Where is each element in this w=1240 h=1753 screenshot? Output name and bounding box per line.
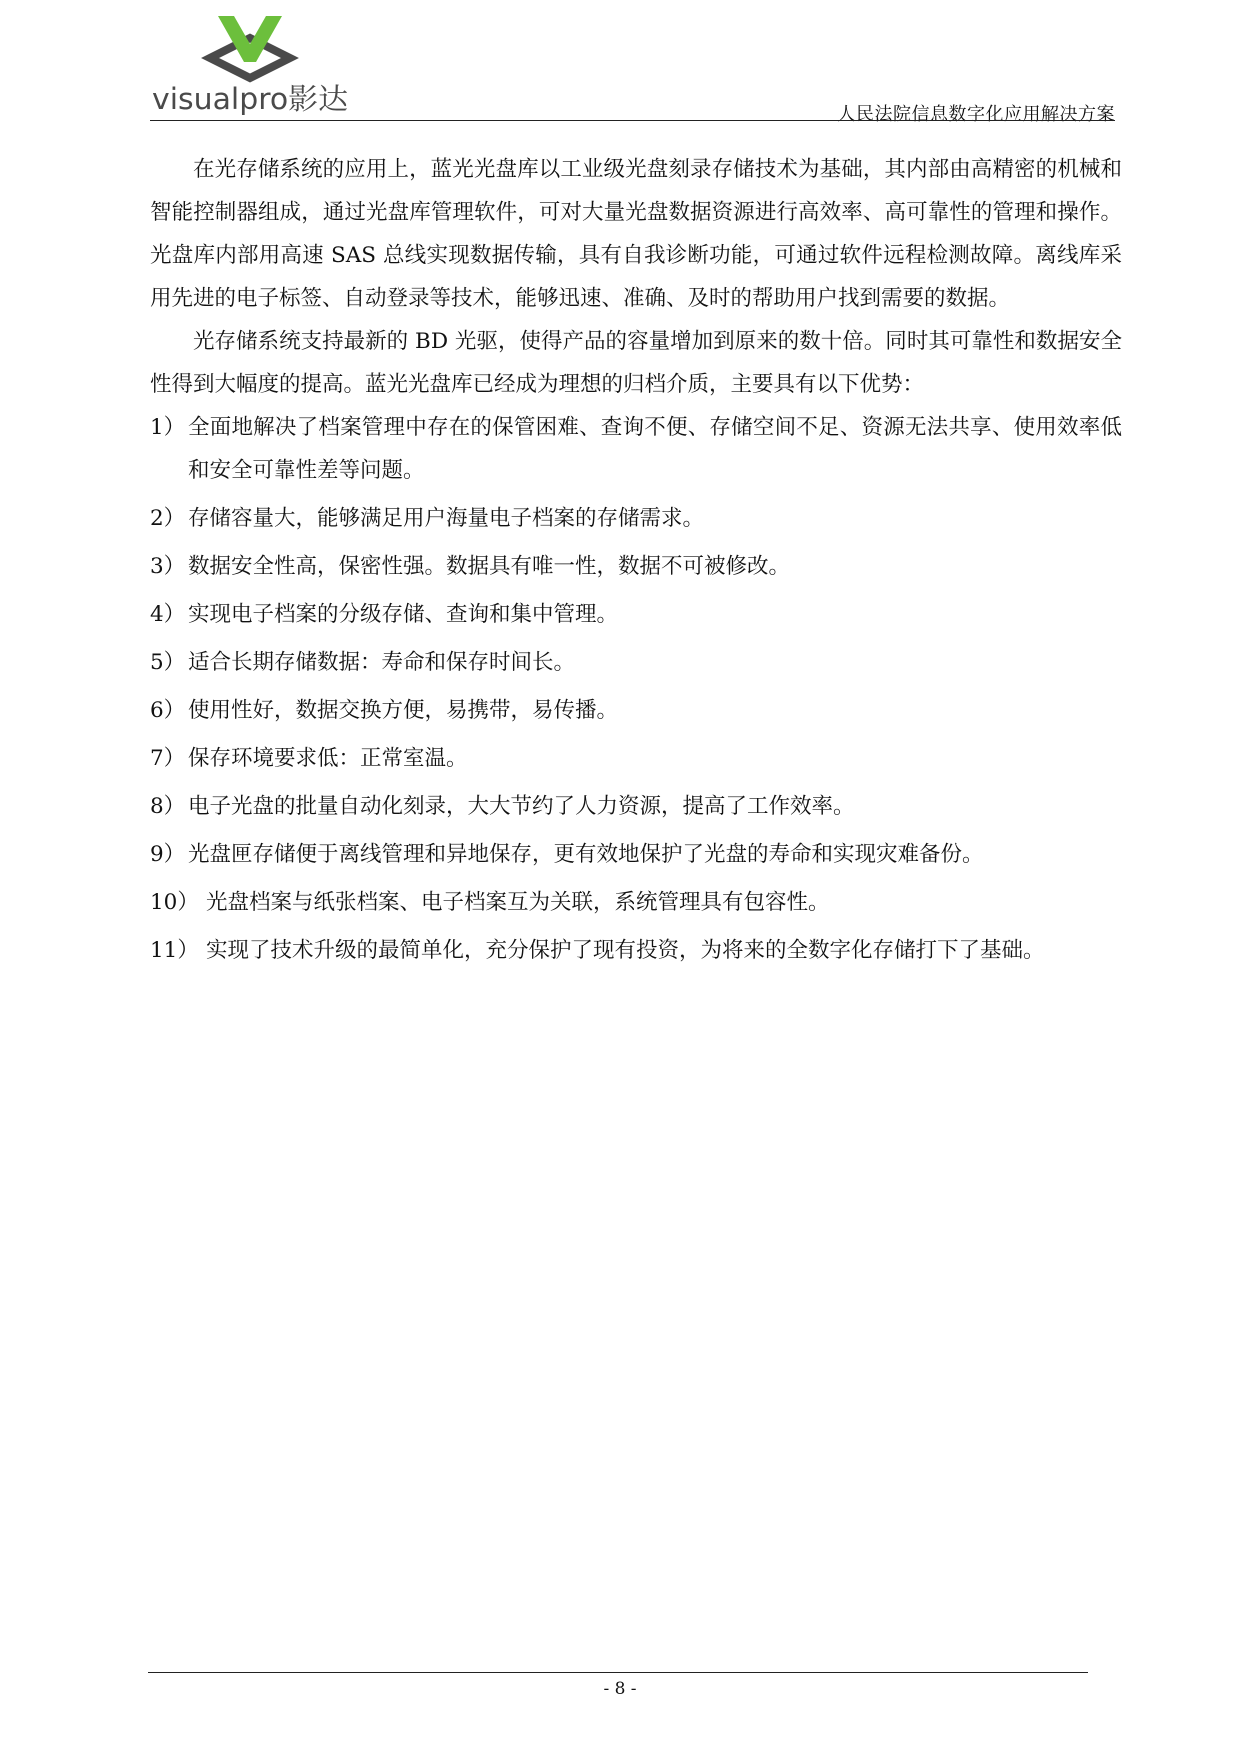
list-item-number: 5） (150, 650, 186, 675)
paragraph: 在光存储系统的应用上，蓝光光盘库以工业级光盘刻录存储技术为基础，其内部由高精密的机械和智能控制器组成，通过光盘库管理软件，可对大量光盘数据资源进行高效率、高可靠性的管理和操作。光盘库内部用高速 SAS 总线实现数据传输，具有自我诊断功能，可通过软件远程检测故障。离线库采用先进的电子标签、自动登录等技术，能够迅速、准确、及时的帮助用户找到需要的数据。 (150, 157, 1122, 311)
list-item-number: 10） (150, 890, 199, 915)
list-item (150, 641, 1122, 684)
list-item (150, 785, 1122, 828)
list-item (150, 881, 1122, 924)
list-item-text: 存储容量大，能够满足用户海量电子档案的存储需求。 (188, 506, 705, 531)
visualpro-logo (150, 14, 350, 118)
list-item-text: 使用性好，数据交换方便，易携带，易传播。 (188, 698, 619, 723)
list-item-text: 数据安全性高，保密性强。数据具有唯一性，数据不可被修改。 (188, 554, 791, 579)
list-item-text: 实现电子档案的分级存储、查询和集中管理。 (188, 602, 619, 627)
list-item (150, 545, 1122, 588)
list-item-number: 9） (150, 842, 186, 867)
list-item-number: 1） (150, 415, 186, 440)
page-number: - 8 - (603, 1679, 637, 1699)
list-item (150, 497, 1122, 540)
list-item (150, 406, 1122, 492)
list-item-number: 11） (150, 938, 199, 963)
list-item-number: 3） (150, 554, 186, 579)
paragraph: 光存储系统支持最新的 BD 光驱，使得产品的容量增加到原来的数十倍。同时其可靠性和数据安全性得到大幅度的提高。蓝光光盘库已经成为理想的归档介质，主要具有以下优势： (150, 329, 1122, 397)
header-divider (150, 120, 1115, 121)
list-item-number: 7） (150, 746, 186, 771)
list-item (150, 737, 1122, 780)
list-item-number: 2） (150, 506, 186, 531)
list-item-text: 电子光盘的批量自动化刻录，大大节约了人力资源，提高了工作效率。 (188, 794, 855, 819)
list-item-text: 保存环境要求低：正常室温。 (188, 746, 468, 771)
list-item (150, 929, 1122, 972)
logo-wordmark: visualpro影达 (152, 82, 348, 116)
footer-divider (148, 1672, 1088, 1673)
advantages-list (150, 406, 1122, 972)
list-item (150, 833, 1122, 876)
list-item-number: 4） (150, 602, 186, 627)
list-item (150, 593, 1122, 636)
list-item-text: 光盘档案与纸张档案、电子档案互为关联，系统管理具有包容性。 (206, 890, 830, 915)
list-item-text: 全面地解决了档案管理中存在的保管困难、查询不便、存储空间不足、资源无法共享、使用效率低和安全可靠性差等问题。 (188, 415, 1122, 483)
list-item-text: 适合长期存储数据：寿命和保存时间长。 (188, 650, 576, 675)
list-item-number: 6） (150, 698, 186, 723)
list-item-number: 8） (150, 794, 186, 819)
list-item (150, 689, 1122, 732)
document-title: 人民法院信息数字化应用解决方案 (837, 104, 1115, 125)
page-header (150, 14, 1115, 125)
list-item-text: 光盘匣存储便于离线管理和异地保存，更有效地保护了光盘的寿命和实现灾难备份。 (188, 842, 984, 867)
page-body (150, 148, 1122, 977)
list-item-text: 实现了技术升级的最简单化，充分保护了现有投资，为将来的全数字化存储打下了基础。 (206, 938, 1045, 963)
